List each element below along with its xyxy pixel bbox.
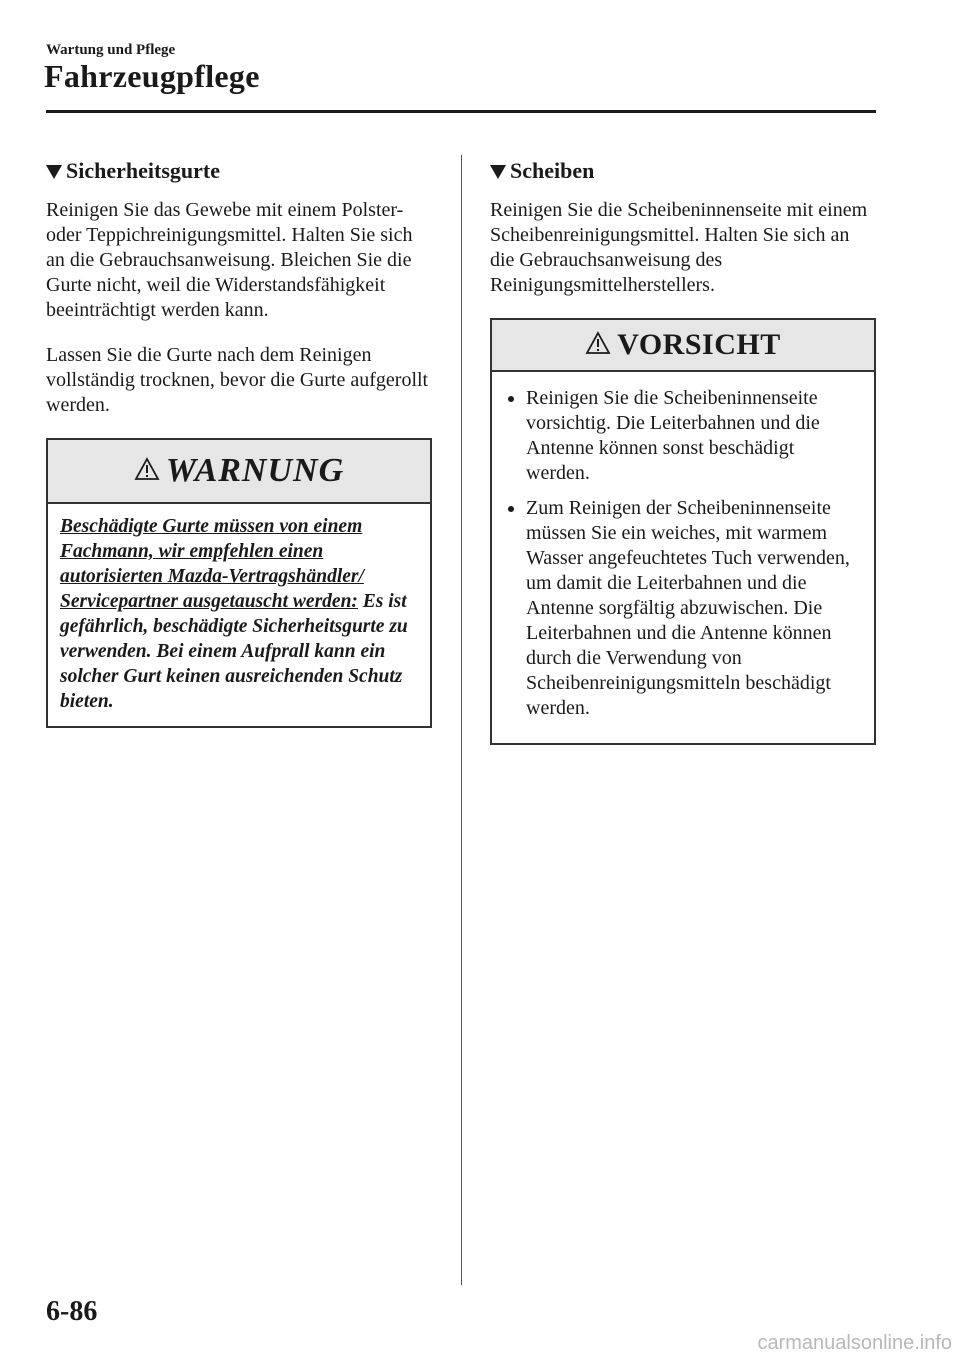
list-item-text: Zum Reinigen der Scheibeninnenseite müssen Sie ein weiches, mit warmem Wasser angefeuchtetes Tuch verwenden, um damit die Leiterbahnen und die Antenne sorgfältig abzuwischen. Die Leiterbahnen und die Antenne können durch die Verwendung von Scheibenreinigungsmitteln beschädigt werden. xyxy=(526,497,850,719)
triangle-down-icon xyxy=(46,165,62,179)
body-paragraph: Lassen Sie die Gurte nach dem Reinigen vollständig trocknen, bevor die Gurte aufgerollt werden. xyxy=(46,344,429,416)
bullet-icon xyxy=(508,506,514,512)
warning-triangle-icon xyxy=(585,331,611,360)
breadcrumb: Wartung und Pflege xyxy=(46,42,176,58)
column-divider xyxy=(461,155,462,1285)
section-heading-label: Scheiben xyxy=(510,158,595,183)
warning-body xyxy=(48,504,430,726)
left-column xyxy=(46,158,436,728)
section-heading-sicherheitsgurte xyxy=(46,158,436,184)
warning-triangle-icon xyxy=(134,457,160,486)
warning-header xyxy=(48,440,430,504)
caution-title: VORSICHT xyxy=(617,328,781,361)
bullet-icon xyxy=(508,396,514,402)
warning-title: WARNUNG xyxy=(165,452,345,489)
title-divider xyxy=(46,110,876,113)
page-title: Fahrzeugpflege xyxy=(44,58,260,94)
page-number: 6-86 xyxy=(46,1296,98,1327)
list-item xyxy=(504,386,862,486)
caution-header xyxy=(492,320,874,372)
triangle-down-icon xyxy=(490,165,506,179)
warning-box xyxy=(46,438,432,728)
caution-box xyxy=(490,318,876,745)
body-paragraph: Reinigen Sie das Gewebe mit einem Polster- oder Teppichreinigungsmittel. Halten Sie sich an die Gebrauchsanweisung. Bleichen Sie die Gurte nicht, weil die Widerstandsfähigkeit beeinträchtigt werden kann. xyxy=(46,199,413,321)
warning-text: Es ist gefährlich, beschädigte Sicherheitsgurte zu verwenden. Bei einem Aufprall kann ein solcher Gurt keinen ausreichenden Schutz bieten. xyxy=(60,591,408,712)
list-item xyxy=(504,496,862,721)
right-column xyxy=(490,158,878,745)
warning-underlined-text: Beschädigte Gurte müssen von einem Fachmann, wir empfehlen einen autorisierten Mazda-Vertragshändler/ Servicepartner ausgetauscht werden: xyxy=(60,516,364,612)
section-heading-scheiben xyxy=(490,158,878,184)
watermark: carmanualsonline.info xyxy=(757,1332,952,1354)
list-item-text: Reinigen Sie die Scheibeninnenseite vorsichtig. Die Leiterbahnen und die Antenne können sonst beschädigt werden. xyxy=(526,387,820,484)
section-heading-label: Sicherheitsgurte xyxy=(66,158,220,183)
body-paragraph: Reinigen Sie die Scheibeninnenseite mit einem Scheibenreinigungsmittel. Halten Sie sich an die Gebrauchsanweisung des Reinigungsmittelherstellers. xyxy=(490,199,868,296)
caution-list xyxy=(492,372,874,743)
